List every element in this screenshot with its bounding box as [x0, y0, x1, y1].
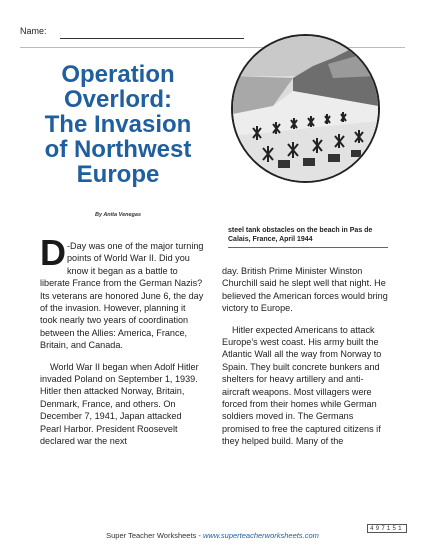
article-column-right — [222, 265, 390, 448]
name-field[interactable] — [60, 38, 244, 39]
photo-caption: steel tank obstacles on the beach in Pas de Calais, France, April 1944 — [228, 227, 373, 243]
footer-link[interactable]: www.superteacherworksheets.com — [202, 531, 319, 540]
article-paragraph: Hitler expected Americans to attack Europe’s west coast. His army built the Atlantic Wall all the way from Norway to Spain. They built concrete bunkers and shelters for heavy artillery and anti-aircraft weapons. Most villagers were forced from their homes while German soldiers moved in. The Germans promised to free the captured citizens if they helped build. Many of the — [222, 324, 382, 447]
beach-photo — [231, 34, 380, 183]
title-line: Europe — [76, 161, 160, 188]
worksheet-code: 497151 — [367, 524, 407, 533]
caption-divider — [228, 247, 388, 248]
drop-cap: D — [40, 232, 66, 273]
article-paragraph: World War II began when Adolf Hitler invaded Poland on September 1, 1939. Hitler then attacked Norway, Britain, Denmark, France, and others. On December 7, 1941, Japan attacked Pearl Harbor. President Roosevelt declared war the next — [40, 361, 199, 447]
article-column-left — [40, 232, 205, 448]
name-label: Name: — [20, 26, 47, 36]
footer-text: Super Teacher Worksheets - — [106, 531, 203, 540]
page-title — [18, 62, 218, 187]
title-line: of Northwest — [44, 136, 192, 163]
title-line: Overlord: — [63, 86, 173, 113]
paragraph-text: -Day was one of the major turning points of World War II. Did you know it began as a battle to liberate France from the German Nazis? Its veterans are honored June 6, the day of the invasion. However, planning it took nearly two years of coordination between the Allies: America, France, Britain, and Canada. — [40, 241, 204, 351]
title-line: The Invasion — [44, 111, 192, 138]
footer — [0, 531, 425, 540]
article-paragraph: day. British Prime Minister Winston Churchill said he slept well that night. He believed the American forces would bring victory to Europe. — [222, 266, 388, 314]
title-line: Operation — [61, 61, 175, 88]
article-paragraph — [40, 232, 205, 352]
byline: By Anita Venegas — [94, 212, 142, 218]
